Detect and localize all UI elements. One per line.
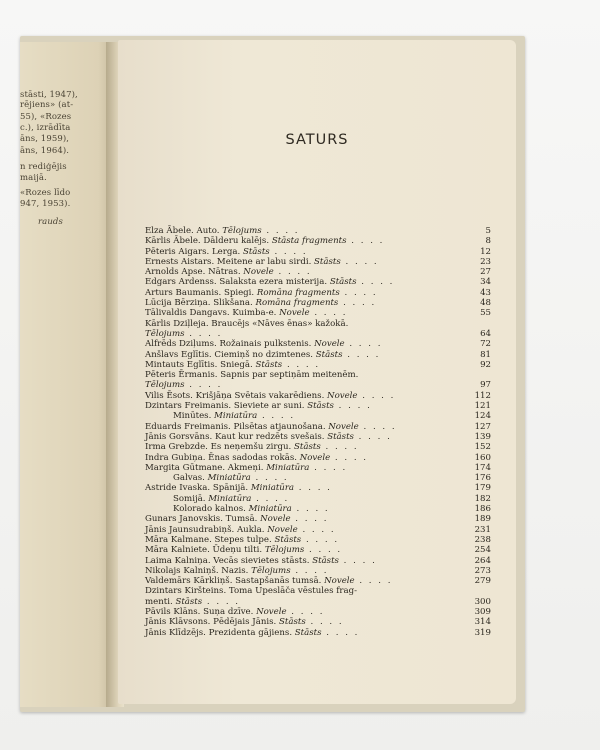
toc-entry <box>145 535 339 545</box>
toc-entry-genre: Stāsts <box>315 349 343 360</box>
leader-dots: . . . . <box>330 452 369 463</box>
toc-row <box>145 236 491 246</box>
toc-entry <box>173 411 295 421</box>
toc-entry <box>145 597 240 607</box>
leader-dots: . . . . <box>333 401 372 412</box>
toc-page-number: 112 <box>474 390 491 401</box>
toc-entry <box>145 288 378 298</box>
toc-entry <box>145 607 324 617</box>
toc-entry <box>145 319 348 329</box>
toc-entry-genre: Romāna fragments <box>256 287 340 298</box>
toc-entry <box>173 473 289 483</box>
toc-row <box>145 370 491 380</box>
leader-dots: . . . . <box>286 606 325 617</box>
toc-entry-text: Kārlis Dziļleja. Braucējs «Nāves ēnas» kažokā. <box>145 318 349 329</box>
toc-entry-text: Indra Gubiņa. Ēnas sadodas rokās. <box>145 452 297 463</box>
leader-dots: . . . . <box>257 411 296 422</box>
toc-entry-text: Somijā. <box>173 493 206 504</box>
leader-dots: . . . . <box>353 431 392 442</box>
toc-entry-text: Jānis Gorsvāns. Kaut kur redzēts svešais. <box>145 431 325 442</box>
toc-row <box>145 576 491 586</box>
toc-row <box>145 401 491 411</box>
toc-row <box>145 463 491 473</box>
toc-entry-genre: Tēlojums <box>145 328 185 339</box>
toc-row <box>145 319 491 329</box>
toc-entry-text: Margita Gūtmane. Akmeņi. <box>145 462 264 473</box>
toc-page-number: 314 <box>474 617 491 628</box>
toc-page-number: 152 <box>474 442 491 453</box>
toc-entry <box>173 504 330 514</box>
toc-page-number: 48 <box>480 298 491 309</box>
toc-entry <box>145 432 392 442</box>
toc-row <box>145 586 491 596</box>
leader-dots: . . . . <box>342 349 381 360</box>
toc-row <box>145 288 491 298</box>
toc-entry-genre: Stāsts <box>294 627 322 638</box>
page-title: SATURS <box>285 132 349 148</box>
toc-entry <box>145 525 336 535</box>
toc-page-number: 279 <box>474 576 491 587</box>
toc-entry <box>145 442 359 452</box>
toc-entry-text: Galvas. <box>173 473 205 484</box>
toc-entry-text: Nikolajs Kalniņš. Nazis. <box>145 565 249 576</box>
toc-entry-genre: Miniatūra <box>266 462 310 473</box>
toc-page-number: 127 <box>474 421 491 432</box>
leader-dots: . . . . <box>339 287 378 298</box>
left-page-line: rējiens» (at- <box>20 100 74 110</box>
toc-entry <box>173 494 289 504</box>
toc-entry <box>145 350 380 360</box>
toc-entry-genre: Novele <box>243 267 274 278</box>
toc-row <box>145 545 491 555</box>
toc-page-number: 12 <box>480 246 491 257</box>
toc-entry-genre: Stāsts <box>329 277 357 288</box>
toc-entry <box>145 380 222 390</box>
leader-dots: . . . . <box>269 246 308 257</box>
toc-entry <box>145 453 368 463</box>
toc-entry-genre: Miniatūra <box>207 473 251 484</box>
toc-page-number: 92 <box>480 359 491 370</box>
toc-row <box>145 432 491 442</box>
leader-dots: . . . . <box>290 565 329 576</box>
toc-entry-text: Jānis Klīdzējs. Prezidenta gājiens. <box>145 627 293 638</box>
leader-dots: . . . . <box>309 462 348 473</box>
toc-entry <box>145 267 312 277</box>
toc-entry-genre: Novele <box>260 514 291 525</box>
toc-entry-text: Astride Ivaska. Spānijā. <box>145 483 249 494</box>
toc-row <box>145 628 491 638</box>
toc-entry-genre: Novele <box>324 576 355 587</box>
leader-dots: . . . . <box>273 267 312 278</box>
toc-entry-genre: Novele <box>267 524 298 535</box>
toc-row <box>145 607 491 617</box>
toc-entry-text: Ernests Aistars. Meitene ar labu sirdi. <box>145 256 312 267</box>
toc-entry-text: Dzintars Freimanis. Sieviete ar suni. <box>145 401 305 412</box>
leader-dots: . . . . <box>358 421 397 432</box>
toc-row <box>145 329 491 339</box>
left-page-line: āns, 1959), <box>20 134 70 144</box>
toc-page-number: 139 <box>474 431 491 442</box>
toc-entry-genre: Miniatūra <box>248 504 292 515</box>
left-page-line: maijā. <box>20 173 47 183</box>
toc-page-number: 176 <box>474 473 491 484</box>
toc-page-number: 319 <box>474 627 491 638</box>
leader-dots: . . . . <box>321 627 360 638</box>
toc-entry <box>145 463 347 473</box>
toc-row <box>145 535 491 545</box>
leader-dots: . . . . <box>184 380 223 391</box>
toc-page-number: 8 <box>485 236 491 247</box>
toc-entry-genre: Tēlojums <box>145 380 185 391</box>
right-page <box>118 40 516 704</box>
toc-entry-genre: Stāsts <box>175 596 203 607</box>
toc-entry <box>145 566 328 576</box>
toc-page-number: 273 <box>474 565 491 576</box>
toc-entry-text: Elza Ābele. Auto. <box>145 226 220 236</box>
toc-entry-text: Tālivaldis Dangavs. Kuimba-e. <box>145 308 277 319</box>
toc-page-number: 174 <box>474 462 491 473</box>
toc-page-number: 23 <box>480 256 491 267</box>
toc-row <box>145 247 491 257</box>
toc-entry-genre: Stāsts <box>255 359 283 370</box>
leader-dots: . . . . <box>251 493 290 504</box>
toc-entry-text: Edgars Ardenss. Salaksta ezera misterija. <box>145 277 328 288</box>
toc-row <box>145 267 491 277</box>
leader-dots: . . . . <box>357 390 396 401</box>
toc-entry-text: Eduards Freimanis. Pilsētas atjaunošana. <box>145 421 326 432</box>
toc-entry-text: Mintauts Eglītis. Sniegā. <box>145 359 253 370</box>
toc-entry-text: Vilis Ēsots. Krišjāņa Svētais vakarēdiens. <box>145 390 325 401</box>
toc-row <box>145 556 491 566</box>
toc-entry <box>145 339 382 349</box>
toc-entry-genre: Stāsts <box>312 555 339 566</box>
left-page-line: n rediģējis <box>20 162 67 172</box>
toc-entry-genre: Miniatūra <box>250 483 295 494</box>
toc-row <box>145 380 491 390</box>
toc-entry-genre: Miniatūra <box>208 493 252 504</box>
toc-entry-genre: Novele <box>279 308 310 319</box>
toc-row <box>145 566 491 576</box>
toc-entry-text: Pāvils Klāns. Suņa dzīve. <box>145 606 254 617</box>
toc-entry-genre: Romāna fragments <box>255 298 339 309</box>
toc-page-number: 43 <box>480 287 491 298</box>
toc-entry-genre: Stāsts <box>279 617 306 628</box>
leader-dots: . . . . <box>356 277 395 288</box>
toc-entry-genre: Novele <box>256 606 287 617</box>
toc-entry-text: Valdemārs Kārkliņš. Sastapšanās tumsā. <box>145 576 322 587</box>
toc-entry-genre: Tēlojums <box>251 565 291 576</box>
toc-entry <box>145 226 300 236</box>
toc-entry <box>145 247 308 257</box>
toc-entry-text: Arnolds Apse. Nātras. <box>145 267 241 278</box>
toc-entry-text: Alfrēds Dziļums. Rožainais pulkstenis. <box>145 339 312 350</box>
toc-row <box>145 453 491 463</box>
toc-entry-text: Irma Grebzde. Es neņemšu zirgu. <box>145 442 292 453</box>
leader-dots: . . . . <box>184 328 223 339</box>
toc-entry-text: Pēteris Aigars. Lerga. <box>145 246 241 257</box>
toc-page-number: 5 <box>485 226 491 236</box>
toc-page-number: 72 <box>480 339 491 350</box>
leader-dots: . . . . <box>301 534 340 545</box>
toc-entry-text: Dzintars Kiršteins. Toma Upeslāča vēstules frag- <box>145 586 358 597</box>
leader-dots: . . . . <box>340 256 379 267</box>
left-page-line: rauds <box>38 217 63 227</box>
toc-page-number: 27 <box>480 267 491 278</box>
toc-entry-genre: Novele <box>328 421 359 432</box>
toc-entry <box>145 628 359 638</box>
toc-entry-genre: Tēlojums <box>264 545 305 556</box>
toc-entry-text: Jānis Klāvsons. Pēdējais Jānis. <box>145 617 277 628</box>
leader-dots: . . . . <box>346 236 385 247</box>
leader-dots: . . . . <box>261 226 300 236</box>
leader-dots: . . . . <box>320 442 359 453</box>
toc-row <box>145 422 491 432</box>
toc-entry <box>145 308 347 318</box>
toc-entry-genre: Stāsta fragments <box>271 236 347 247</box>
toc-page-number: 238 <box>474 534 491 545</box>
leader-dots: . . . . <box>304 545 343 556</box>
toc-entry-genre: Stāsts <box>242 246 270 257</box>
toc-entry-genre: Novele <box>314 339 345 350</box>
toc-page-number: 231 <box>474 524 491 535</box>
left-page <box>20 42 112 707</box>
toc-page-number: 81 <box>480 349 491 360</box>
toc-entry <box>145 257 379 267</box>
toc-page-number: 300 <box>474 596 491 607</box>
toc-page-number: 309 <box>474 606 491 617</box>
toc-page-number: 186 <box>474 504 491 515</box>
toc-row <box>145 339 491 349</box>
toc-entry-text: Kārlis Ābele. Dālderu kalējs. <box>145 236 270 247</box>
leader-dots: . . . . <box>291 504 330 515</box>
toc-entry-genre: Stāsts <box>274 534 302 545</box>
leader-dots: . . . . <box>282 359 321 370</box>
toc-entry-text: Jānis Jaunsudrabiņš. Aukla. <box>145 524 265 535</box>
toc-entry-genre: Stāsts <box>294 442 321 453</box>
leader-dots: . . . . <box>250 473 289 484</box>
left-page-line: 55), «Rozes <box>20 112 72 122</box>
toc-entry-genre: Miniatūra <box>214 411 258 422</box>
toc-entry-text: Minūtes. <box>173 411 212 422</box>
toc-page-number: 189 <box>474 514 491 525</box>
toc-row <box>145 525 491 535</box>
toc-entry-text: Gunars Janovskis. Tumsā. <box>145 514 258 525</box>
toc-entry <box>145 236 384 246</box>
toc-page-number: 264 <box>474 555 491 566</box>
toc-entry-genre: Stāsts <box>327 431 354 442</box>
toc-row <box>145 494 491 504</box>
toc-entry <box>145 401 372 411</box>
toc-entry-text: Anšlavs Eglītis. Ciemiņš no dzimtenes. <box>145 349 314 360</box>
left-page-line: 947, 1953). <box>20 199 71 209</box>
toc-entry <box>145 556 377 566</box>
leader-dots: . . . . <box>202 596 241 607</box>
toc-entry <box>145 298 376 308</box>
toc-row <box>145 411 491 421</box>
toc-entry-text: menti. <box>145 596 173 607</box>
toc-page-number: 97 <box>480 380 491 391</box>
toc-entry <box>145 422 397 432</box>
toc-entry <box>145 277 394 287</box>
toc-row <box>145 473 491 483</box>
toc-page-number: 124 <box>474 411 491 422</box>
left-page-line: stāsti, 1947), <box>20 90 78 100</box>
toc-entry <box>145 514 328 524</box>
toc-page-number: 64 <box>480 328 491 339</box>
toc-page-number: 121 <box>474 401 491 412</box>
toc-page-number: 182 <box>474 493 491 504</box>
toc-entry-text: Laima Kalniņa. Vecās sievietes stāsts. <box>145 555 310 566</box>
toc-page-number: 34 <box>480 277 491 288</box>
left-page-line: āns, 1964). <box>20 146 70 156</box>
toc-entry-text: Māra Kalmane. Stepes tulpe. <box>145 534 272 545</box>
toc-row <box>145 504 491 514</box>
toc-row <box>145 483 491 493</box>
toc-page-number: 179 <box>474 483 491 494</box>
toc-entry <box>145 370 358 380</box>
toc-row <box>145 597 491 607</box>
toc-row <box>145 226 491 236</box>
toc-entry-genre: Novele <box>299 452 331 463</box>
toc-row <box>145 277 491 287</box>
toc-row <box>145 350 491 360</box>
toc-entry <box>145 545 342 555</box>
toc-row <box>145 514 491 524</box>
leader-dots: . . . . <box>294 483 332 494</box>
toc-row <box>145 391 491 401</box>
toc-entry <box>145 360 320 370</box>
leader-dots: . . . . <box>338 555 377 566</box>
toc-entry-genre: Stāsts <box>314 256 341 267</box>
toc-entry-genre: Tēlojums <box>222 226 262 236</box>
toc-entry <box>145 576 392 586</box>
toc-entry <box>145 483 332 493</box>
leader-dots: . . . . <box>305 617 344 628</box>
leader-dots: . . . . <box>297 524 336 535</box>
toc-entry-text: Pēteris Ērmanis. Sapnis par septiņām meitenēm. <box>145 370 359 381</box>
toc-row <box>145 298 491 308</box>
leader-dots: . . . . <box>344 339 383 350</box>
toc-row <box>145 308 491 318</box>
toc-entry <box>145 586 357 596</box>
toc-row <box>145 257 491 267</box>
toc-entry <box>145 617 344 627</box>
toc-entry-text: Kolorado kalnos. <box>173 504 246 515</box>
toc-page-number: 254 <box>474 545 491 556</box>
toc-entry-text: Arturs Baumanis. Spiegi. <box>145 287 255 298</box>
toc-row <box>145 360 491 370</box>
toc-entry-genre: Stāsts <box>307 401 334 412</box>
toc-row <box>145 442 491 452</box>
leader-dots: . . . . <box>354 576 393 587</box>
leader-dots: . . . . <box>338 298 377 309</box>
toc-page-number: 160 <box>474 452 491 463</box>
leader-dots: . . . . <box>309 308 348 319</box>
toc-entry <box>145 329 222 339</box>
toc-entry-text: Māra Kalniete. Ūdeņu tilti. <box>145 545 263 556</box>
leader-dots: . . . . <box>290 514 329 525</box>
toc-page-number: 55 <box>480 308 491 319</box>
left-page-line: c.), izrādīta <box>20 123 71 133</box>
toc-entry <box>145 391 395 401</box>
toc-row <box>145 617 491 627</box>
toc-entry-genre: Novele <box>327 390 358 401</box>
left-page-line: «Rozes līdo <box>20 188 71 198</box>
toc-entry-text: Lūcija Bērziņa. Slikšana. <box>145 298 253 309</box>
table-of-contents <box>145 226 491 638</box>
